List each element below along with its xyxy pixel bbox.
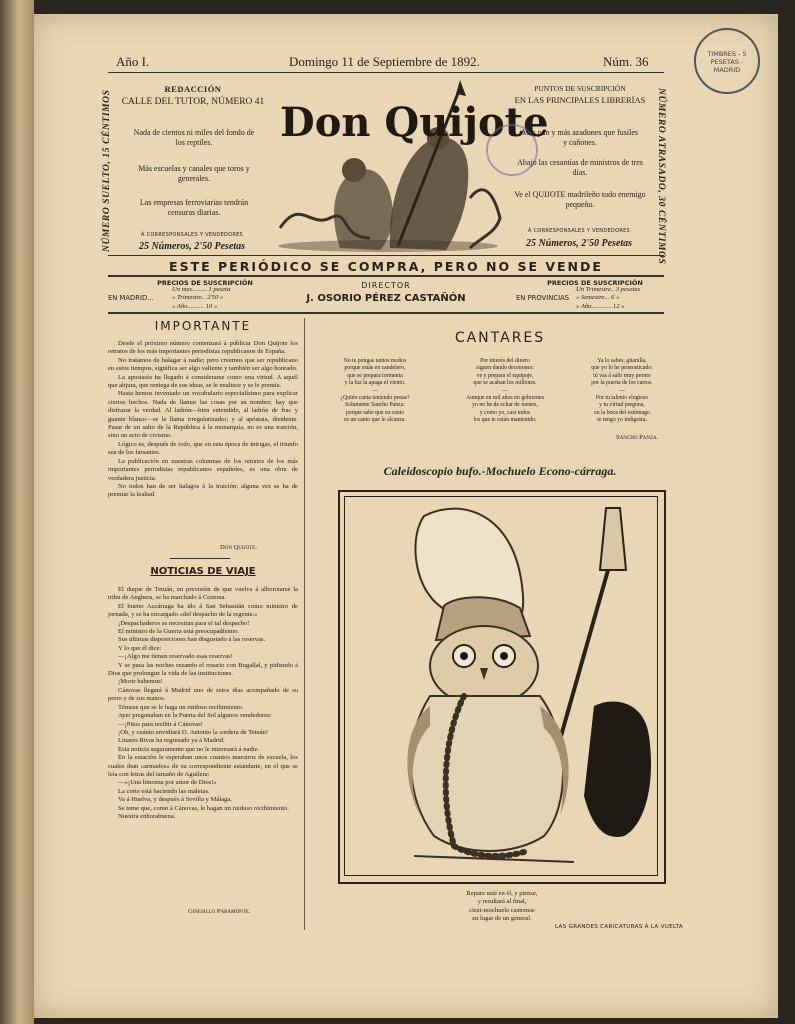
right-motto-3: Ve el QUIJOTE madrileño todo enemigo pequeño. [514, 190, 646, 209]
madrid-row: Un mes......... 1 peseta [172, 286, 231, 293]
noticias-paragraph: ¡Morir habemus! [118, 678, 163, 686]
owl-cartoon [344, 496, 658, 876]
importante-paragraph: No tratamos de halagar á nadie; pero creemos que ser republicano en estos tiempos, significa ser algo valiente y también ser algo honrado. [108, 356, 298, 373]
province-label: EN PROVINCIAS [516, 294, 570, 302]
masthead-illustration [270, 78, 549, 254]
slogan: ESTE PERIÓDICO SE COMPRA, PERO NO SE VENDE [169, 259, 603, 274]
cantares-title: CANTARES [454, 330, 546, 346]
noticias-paragraph: Va á Huelva, y después á Sevilla y Málaga. [118, 796, 232, 804]
libraries-header: EN LAS PRINCIPALES LIBRERÍAS [514, 95, 646, 105]
correspondents-right: Á CORRESPONSALES Y VENDEDORES [527, 228, 631, 234]
importante-paragraph: Lógico es, después de todo, que en esta época de intrigas, el triunfo sea de los farsantes. [108, 440, 298, 457]
redaccion-address: CALLE DEL TUTOR, NÚMERO 41 [121, 97, 265, 107]
noticias-paragraph: El ministro de la Guerra está preocupadísimo. [118, 628, 240, 636]
director-label: DIRECTOR [361, 281, 411, 290]
importante-paragraph: Desde el próximo número comenzará á publicar Don Quijote los retratos de los más importantes periodistas republicanos de España. [108, 340, 298, 356]
binding-spine [0, 0, 34, 1024]
cantares-signature: Sancho Panza. [616, 434, 659, 441]
province-price-table [576, 286, 666, 311]
noticias-title: NOTICIAS DE VIAJE [150, 566, 256, 577]
noticias-paragraph: Nuestra enhorabuena. [118, 812, 176, 820]
left-motto-1: Nada de cientos ni miles del fondo de los reptiles. [133, 128, 255, 147]
madrid-label: EN MADRID... [108, 294, 154, 302]
noticias-paragraph: —«¡Una limosna por amor de Dios!» [118, 779, 217, 787]
noticias-paragraph: El bueno Azcárraga ha ido á San Sebastián como ministro de jornada, y se ha encargado «del despacho de la regente.» [108, 602, 298, 619]
importante-paragraph: La apostasía ha llegado á considerarse como una virtud. A aquél que abjura, que reniega de sus ideas, se le enaltece y se le premia. [108, 373, 298, 390]
cantares-column-1: No te pongas tantos moños porque estás en candelero, que se prepara tormenta y la luz la apaga el viento. — ¿Quién canta teniendo penas? Solamente Sancho Panza: porque sabe que su canto es un canto que le alcanza. [340, 358, 410, 424]
issue-number: Núm. 36 [603, 54, 649, 69]
noticias-paragraph: Y lo que él dice: [118, 644, 162, 652]
header-rule [108, 72, 664, 73]
slogan-rule-top [108, 255, 664, 256]
importante-article [108, 340, 298, 500]
slogan-rule-bottom [108, 275, 664, 277]
year-label: Año I. [116, 54, 150, 69]
cartoon-frame [338, 490, 666, 884]
importante-title: IMPORTANTE [154, 319, 252, 333]
province-prices-header: PRECIOS DE SUSCRIPCIÓN [547, 279, 643, 287]
single-issue-price: NÚMERO SUELTO, 15 CÉNTIMOS [102, 89, 112, 252]
tax-stamp: TIMBRES - 5 PESETAS - MADRID [694, 28, 760, 94]
back-issue-price: NÚMERO ATRASADO, 30 CÉNTIMOS [656, 88, 666, 265]
madrid-price-table [172, 286, 272, 311]
right-motto-2: Abajo las cesantías de ministros de tres días. [517, 158, 643, 177]
madrid-prices-header: PRECIOS DE SUSCRIPCIÓN [157, 279, 253, 287]
noticias-paragraph: Témese que se le haga un ruidoso recibimiento. [118, 703, 244, 711]
cantares-column-2: Por interés del dinero siguen dando decenones: ve y prepara el equipaje, que se acaban los millones. — Aunque en mil años no gobiernes yo no he de echar de menos, y como yo, casi todos los que te están mantenido. [466, 358, 544, 424]
noticias-paragraph: Linares Rivas ha regresado ya á Madrid. [118, 737, 225, 745]
column-separator [304, 318, 305, 930]
cartoon-caption: Repare usté en él, y piense, y resultará al final, ciezi-mochuelo castrense en lugar de un general. [466, 890, 538, 923]
noticias-paragraph: Esta noticia seguramente que no le interesará á nadie. [118, 745, 260, 753]
importante-paragraph: Hasta hemos inventado un vocabulario especialísimo para explicar ciertos hechos. Nada de llamar las cosas por su nombre; hay que disfrazar la verdad. Al ladrón—bien entendido, al ladrón de frac y guante blanco—se le llama irregularizador; y al apóstata, disidente. Pasar de un salto de la República á la monarquía, no es una traición, sino un acto de civismo. [108, 390, 298, 440]
noticias-paragraph: El duque de Tetuán, en previsión de que vuelva á alborotarse la tribu de Anghera, se ha marchado á Costona. [108, 586, 298, 602]
importante-paragraph: La publicación en nuestras columnas de los retratos de los más importantes periodistas republicanos españoles, es una obra de verdadera justicia. [108, 457, 298, 482]
subscription-rule [108, 312, 664, 314]
noticias-paragraph: Sus últimas disposiciones han disgustado á las reservas. [118, 636, 266, 644]
right-motto-1: Más pan y más azadones que fusiles y cañones. [522, 128, 638, 147]
noticias-paragraph: En la estación le esperaban unos cuantos maestros de escuela, los cuales iban «armados» de su correspondiente estandarte, en el que se leía con letras del tamaño de Aguilera: [108, 754, 298, 778]
subscription-points-header: PUNTOS DE SUSCRIPCIÓN [534, 84, 626, 93]
province-row: Un Trimestre.. 3 pesetas [576, 286, 641, 293]
province-row: » Año............ 12 » [576, 302, 625, 310]
noticias-paragraph: ¡Oh, y cuánto envidiará D. Antonio la sordera de Tetuán! [118, 728, 269, 736]
masthead-title: Don Quijote [280, 99, 549, 146]
section-divider [170, 558, 230, 559]
noticias-paragraph: ¡Despachaderos se necesitan para el tal despacho! [118, 619, 250, 627]
correspondents-left: Á CORRESPONSALES Y VENDEDORES [140, 232, 244, 238]
redaccion-label: REDACCIÓN [164, 84, 222, 94]
noticias-paragraph: La corte está haciendo las maletas. [118, 787, 210, 795]
price-right: 25 Números, 2'50 Pesetas [525, 238, 633, 249]
left-motto-2: Más escuelas y canales que toros y generales. [138, 164, 250, 183]
cartoon-title: Caleidoscopio bufo.-Mochuelo Econo-cárraga. [383, 464, 617, 478]
noticias-paragraph: Se teme que, como á Cánovas, le hagan un ruidoso recibimiento. [118, 804, 289, 812]
director-name: J. OSORIO PÉREZ CASTAÑÓN [306, 293, 466, 304]
price-left: 25 Números, 2'50 Pesetas [138, 241, 246, 252]
noticias-paragraph: Y se pasa las noches rezando el rosario con Bugallal, y pidiendo á Dios que prolongue la vida de las instituciones. [108, 661, 298, 678]
noticias-article [108, 586, 298, 821]
madrid-row: » Trimestre.. 2'50 » [172, 294, 224, 302]
noticias-paragraph: —¡Algo me tienen reservado esas reservas! [118, 653, 233, 661]
series-note: LAS GRANDES CARICATURAS Á LA VUELTA [555, 924, 684, 930]
importante-signature: Don Quijote. [220, 544, 257, 551]
cantares-column-3: Ya lo sabes, gitanilla, que yo lo he pronosticado: tú vas á salir muy pronto por la puerta de los carros. — Por tu talento elogioso y tu virtud pregona, en la boca del estómago te tengo yo indigesta. [591, 358, 653, 424]
left-motto-3: Las empresas ferroviarias tendrán censuras diarias. [139, 198, 249, 217]
noticias-paragraph: —¡Pitos para recibir á Cánovas! [118, 720, 203, 728]
importante-paragraph: No todos han de ser halagos á la traición; alguna vez se ha de premiar la lealtad. [108, 482, 298, 499]
noticias-paragraph: Ayer pregonaban en la Puerta del Sol algunos vendedores: [118, 712, 272, 720]
province-row: » Semestre... 6 » [576, 294, 620, 302]
madrid-row: » Año.......... 10 » [172, 302, 218, 310]
noticias-signature: Ginesillo Paramonte. [188, 908, 251, 915]
noticias-paragraph: Cánovas llegará á Madrid uno de estos días acompañado de su perro y de sus manos. [108, 686, 298, 703]
issue-date: Domingo 11 de Septiembre de 1892. [289, 54, 480, 69]
